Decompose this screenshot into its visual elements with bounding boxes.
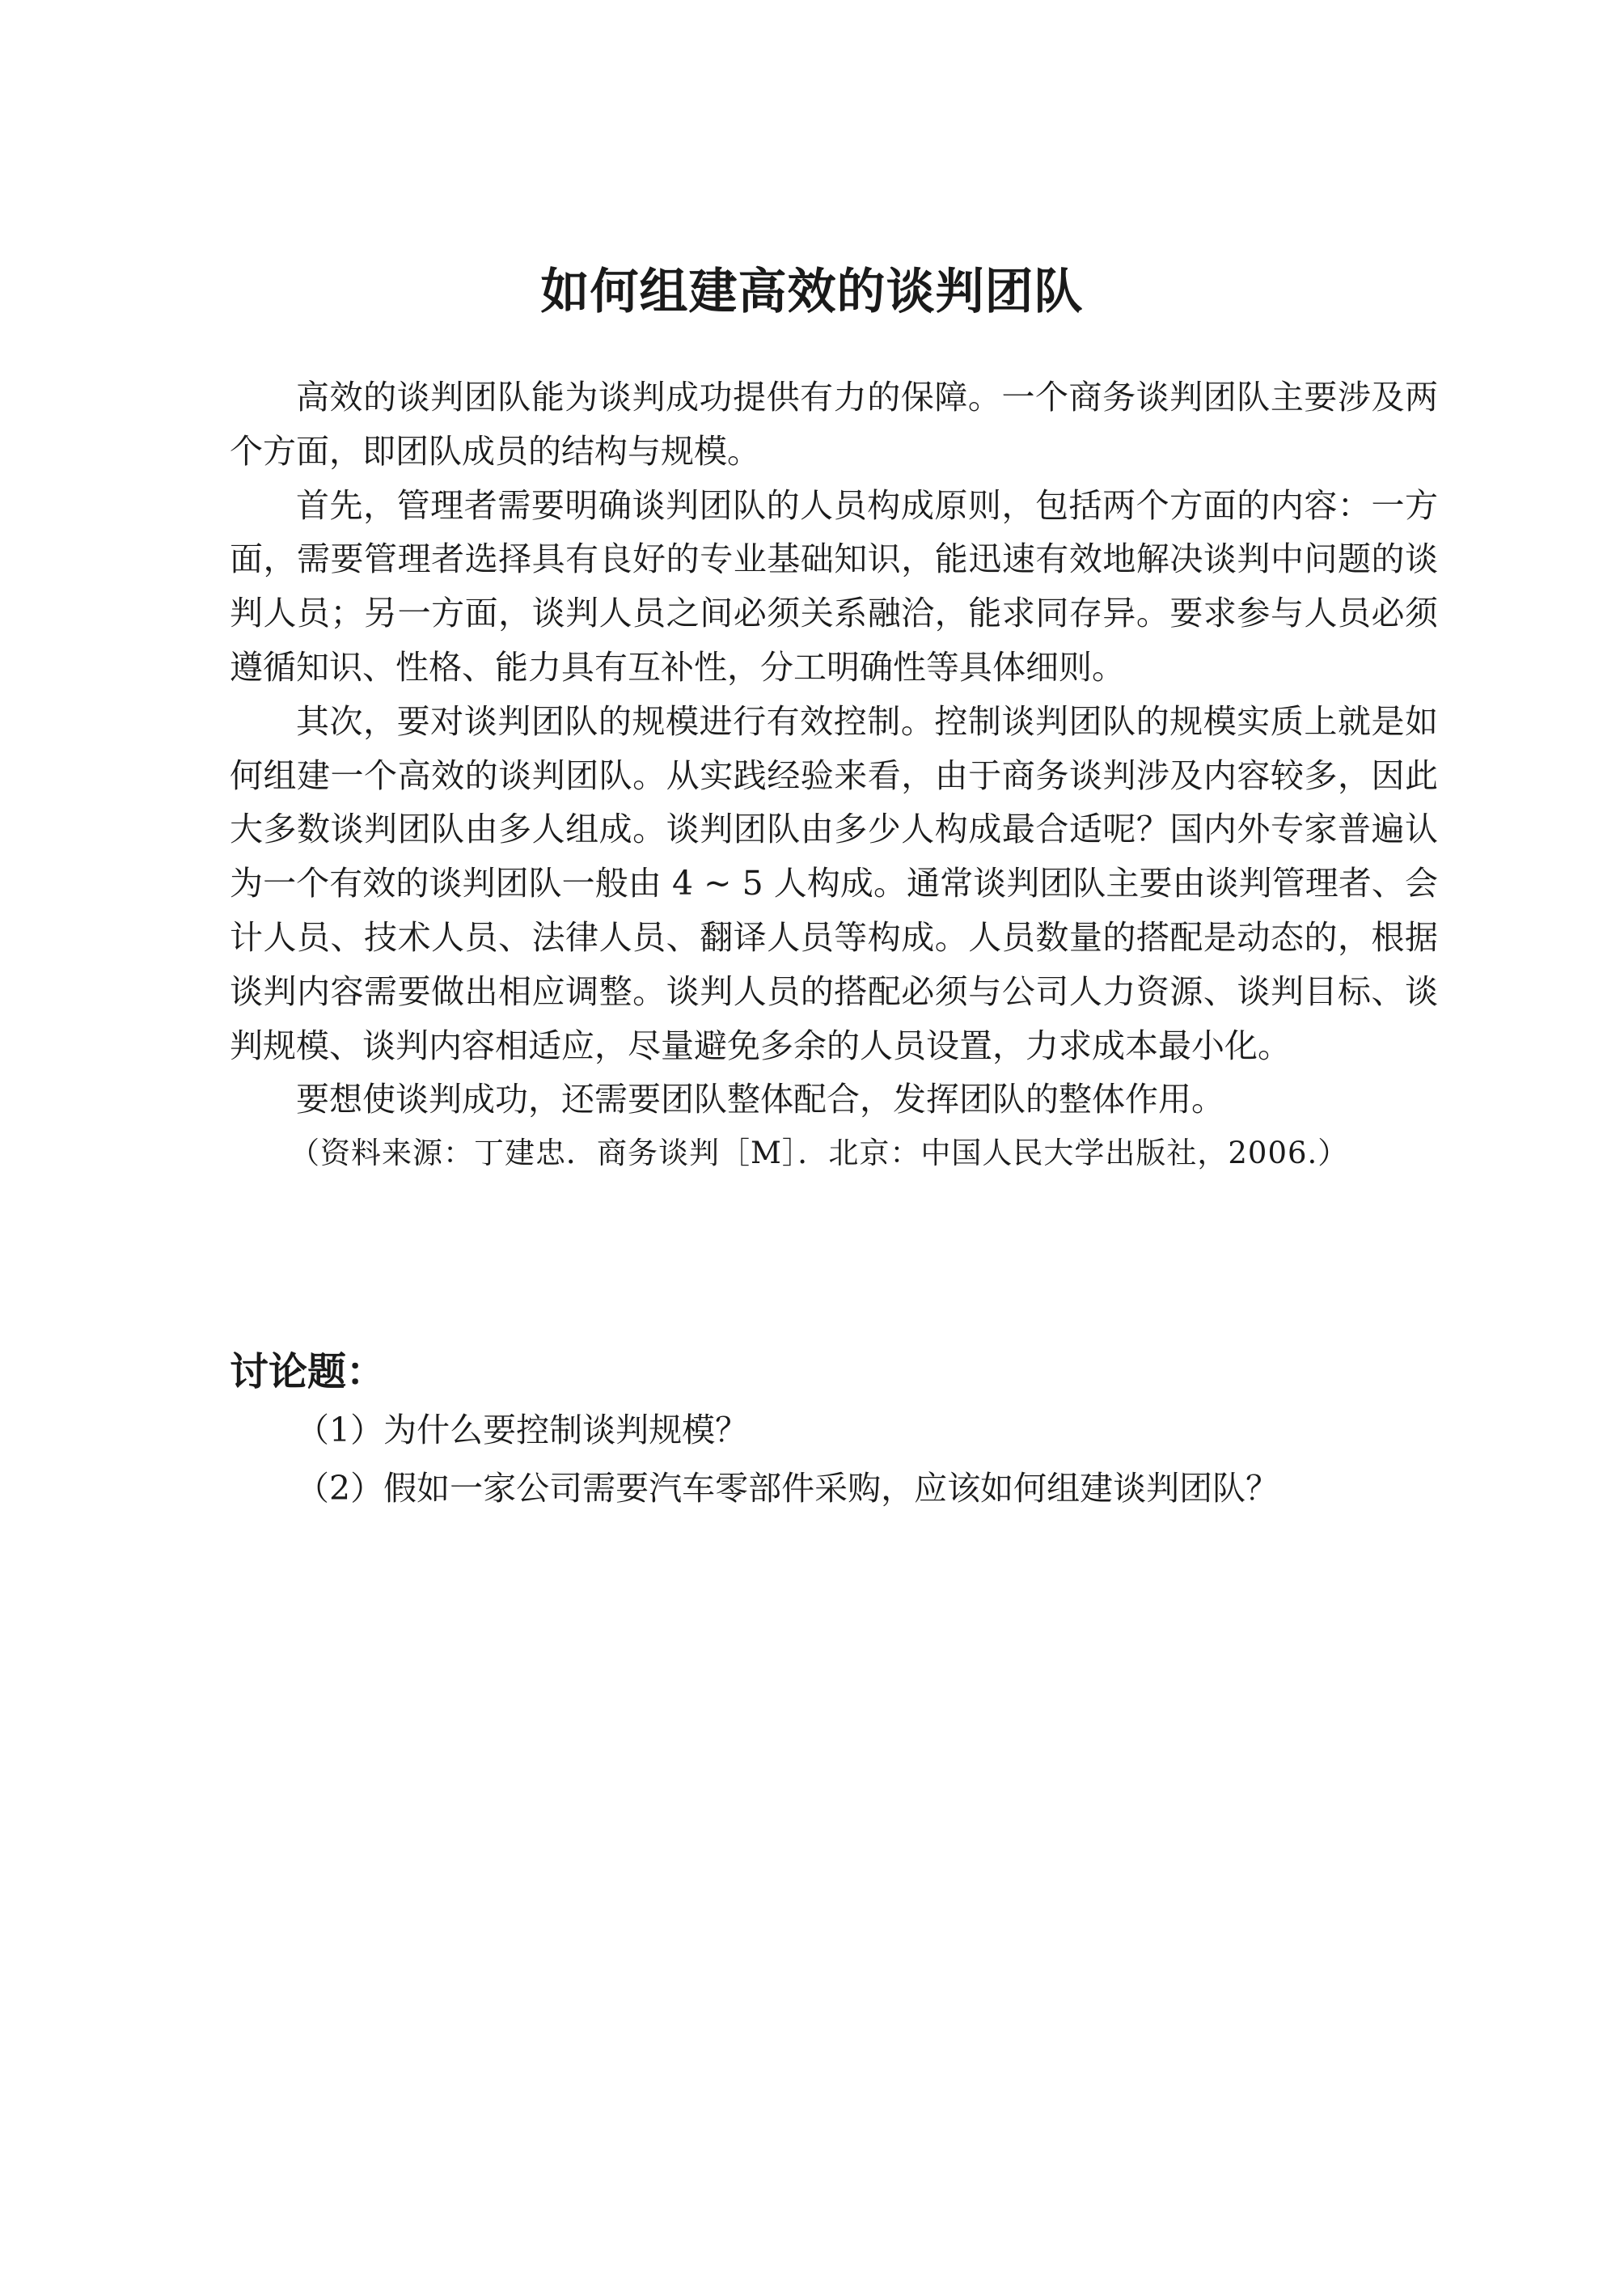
- case-body: [230, 370, 1438, 1181]
- source-citation: （资料来源：丁建忠．商务谈判［M］．北京：中国人民大学出版社，2006.）: [290, 1136, 1349, 1171]
- paragraph-scale: 其次，要对谈判团队的规模进行有效控制。控制谈判团队的规模实质上就是如何组建一个高效的谈判团队。从实践经验来看，由于商务谈判涉及内容较多，因此大多数谈判团队由多人组成。谈判团队由多少人构成最合适呢？国内外专家普遍认为一个有效的谈判团队一般由 4 ~ 5 人构成。通常谈判团队主要由谈判管理者、会计人员、技术人员、法律人员、翻译人员等构成。人员数量的搭配是动态的，根据谈判内容需要做出相应调整。谈判人员的搭配必须与公司人力资源、谈判目标、谈判规模、谈判内容相适应，尽量避免多余的人员设置，力求成本最小化。: [230, 701, 1438, 1065]
- paragraph-composition: 首先，管理者需要明确谈判团队的人员构成原则，包括两个方面的内容：一方面，需要管理者选择具有良好的专业基础知识，能迅速有效地解决谈判中问题的谈判人员；另一方面，谈判人员之间必须关系融洽，能求同存异。要求参与人员必须遵循知识、性格、能力具有互补性，分工明确性等具体细则。: [230, 485, 1438, 687]
- question-item-1: （1）为什么要控制谈判规模？: [296, 1411, 749, 1449]
- document-title: 如何组建高效的谈判团队: [540, 264, 1084, 320]
- paragraph-conclusion: 要想使谈判成功，还需要团队整体配合，发挥团队的整体作用。: [296, 1080, 1224, 1119]
- question-item-2: （2）假如一家公司需要汽车零部件采购，应该如何组建谈判团队？: [296, 1469, 1279, 1508]
- discussion-heading: 讨论题：: [230, 1349, 386, 1394]
- question-list: [230, 1401, 1438, 1517]
- paragraph-intro: 高效的谈判团队能为谈判成功提供有力的保障。一个商务谈判团队主要涉及两个方面，即团队成员的结构与规模。: [230, 378, 1438, 471]
- discussion-section: [230, 1343, 1438, 1517]
